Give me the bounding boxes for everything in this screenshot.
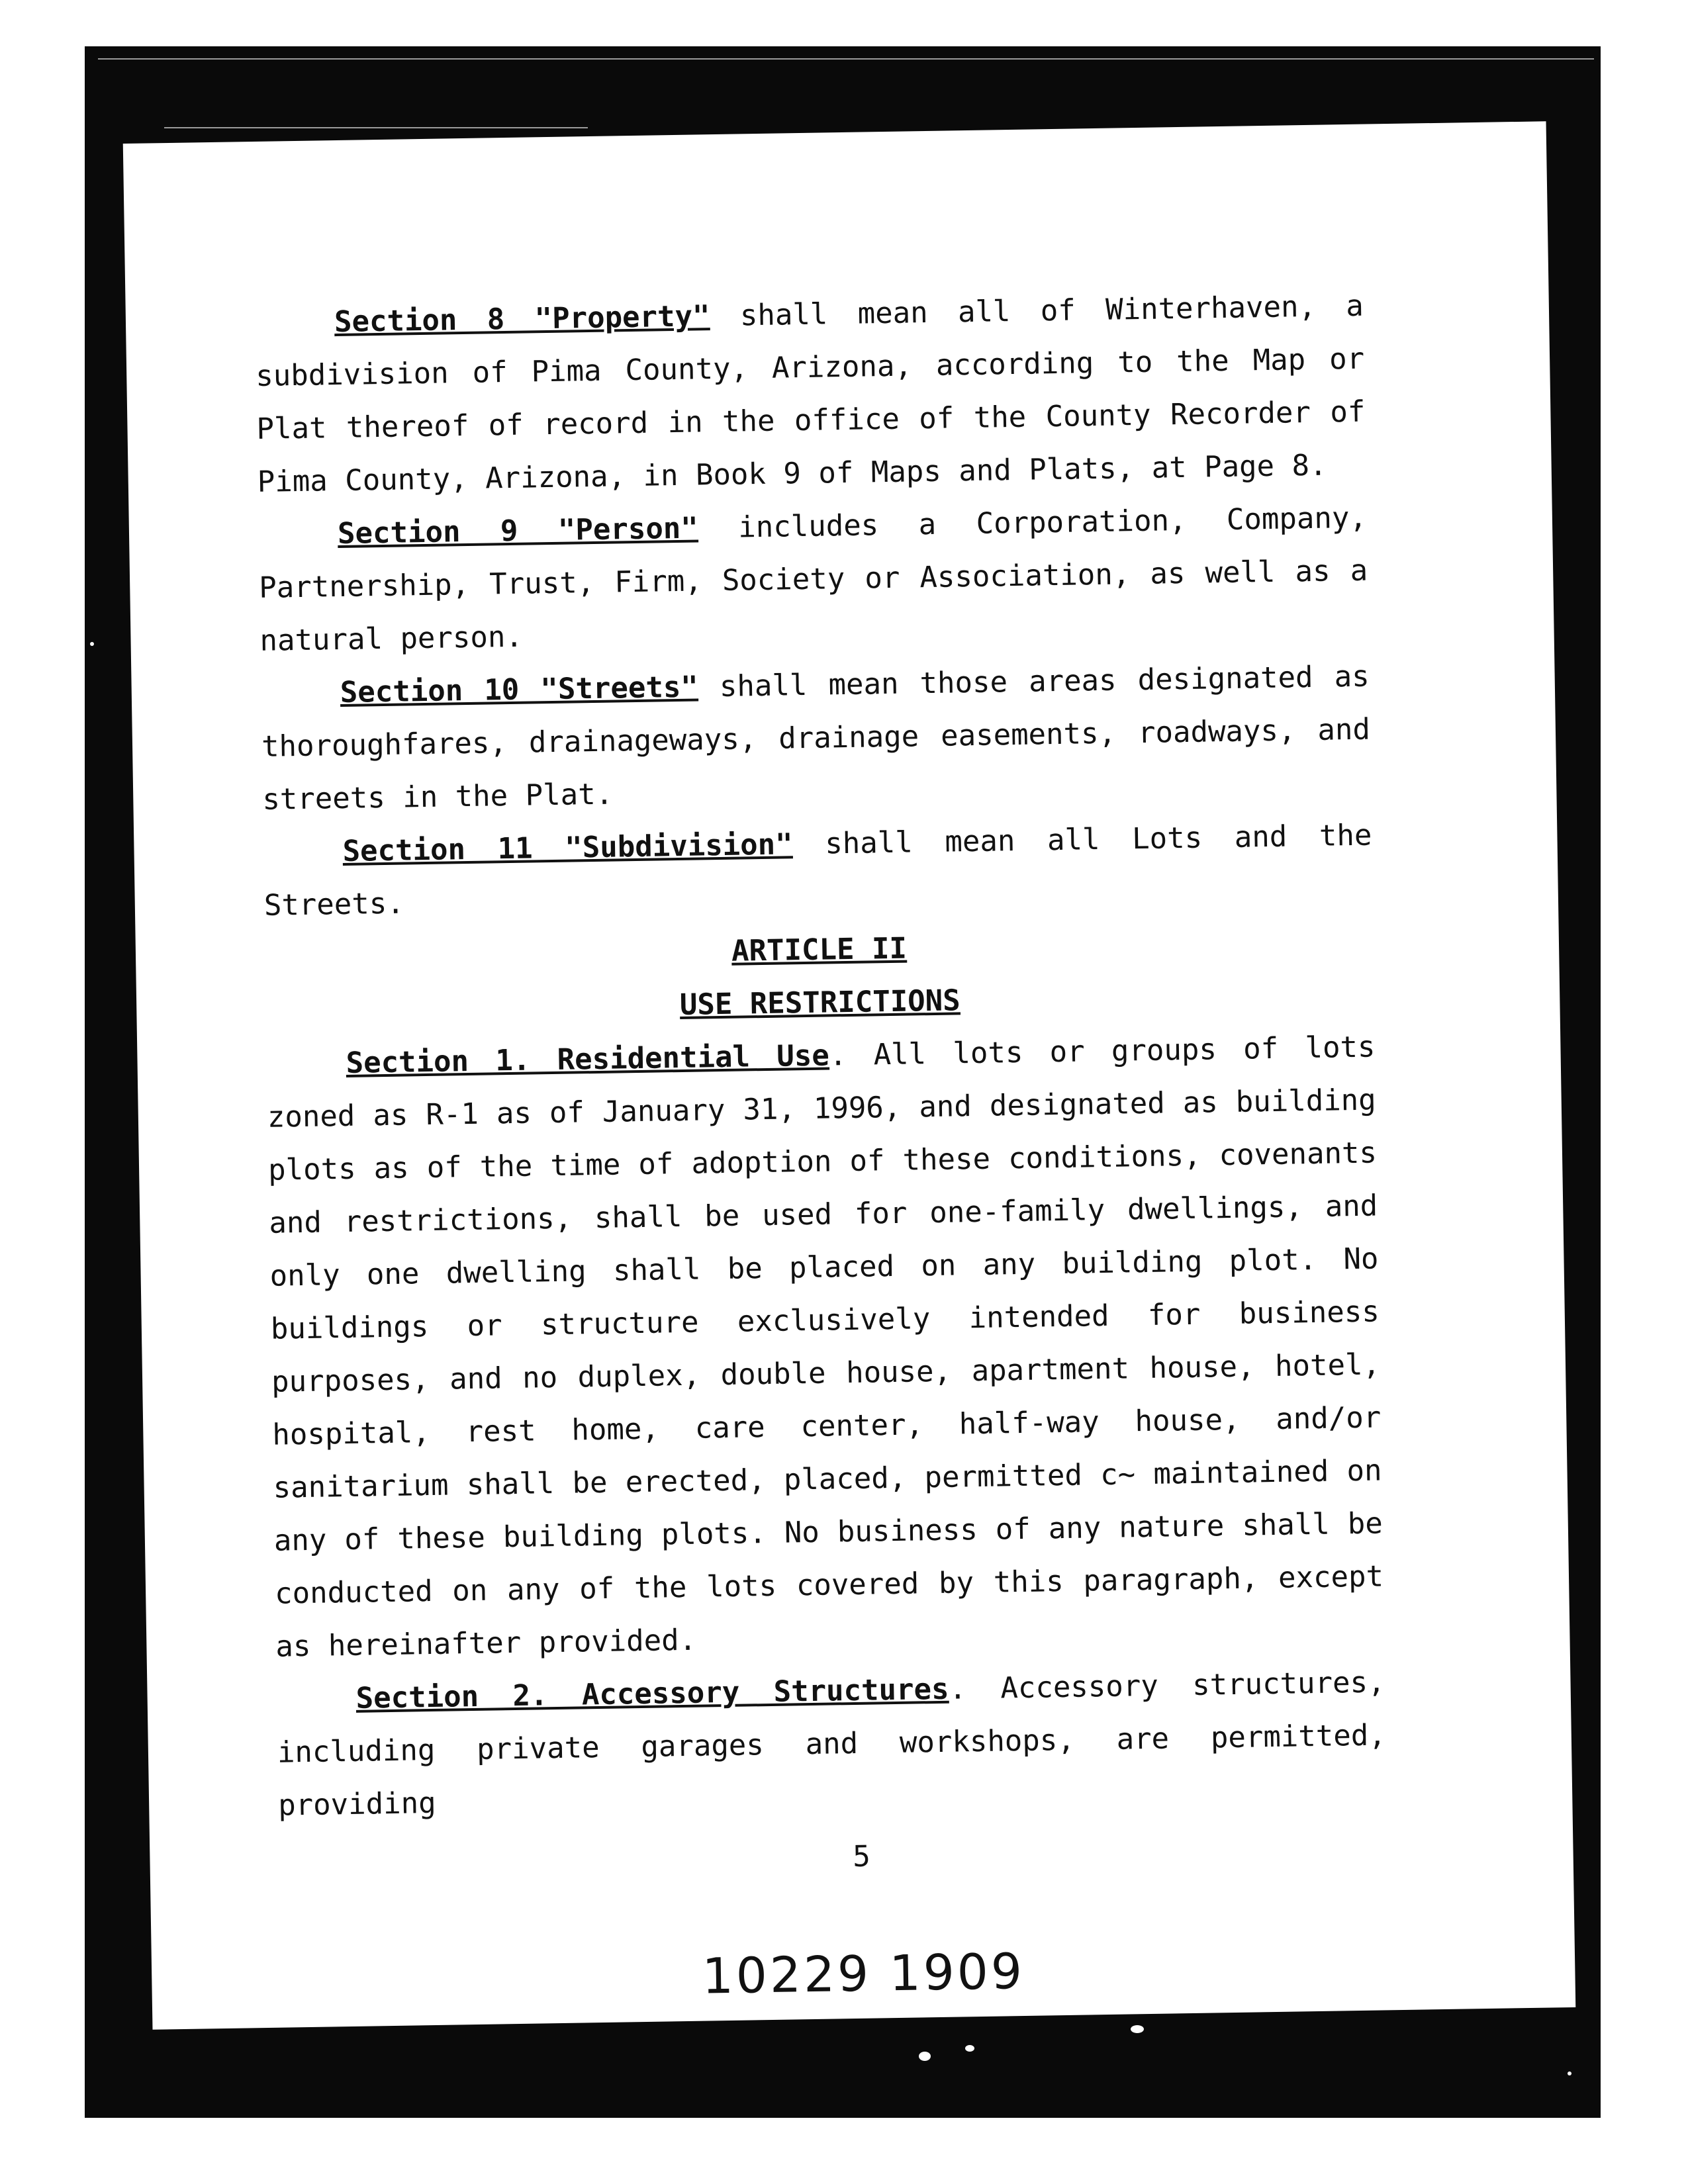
body-text (254, 280, 1387, 1833)
definition-paragraph (254, 280, 1366, 509)
section-paragraph (276, 1656, 1387, 1832)
section-heading: Section 9 "Person" (337, 511, 699, 551)
section-paragraph (266, 1021, 1385, 1674)
definition-paragraph (260, 651, 1372, 827)
section-heading: Section 8 "Property" (334, 299, 710, 340)
frame-mark (164, 127, 588, 128)
section-text: . Accessory structures, including private garages and workshops, are permitted, providing (277, 1665, 1387, 1823)
section-heading: Section 10 "Streets" (340, 670, 699, 710)
document-page (123, 121, 1576, 2029)
section-heading: Section 1. Residential Use (346, 1038, 830, 1080)
section-text: includes a Corporation, Company, Partnership, Trust, Firm, Society or Association, as well as a natural person. (258, 500, 1368, 658)
article-title: USE RESTRICTIONS (679, 983, 961, 1023)
section-heading: Section 2. Accessory Structures (355, 1672, 949, 1715)
definition-paragraph (263, 809, 1373, 933)
section-text: . All lots or groups of lots zoned as R-1 as of January 31, 1996, and designated as building plots as of the time of adoption of these conditions, covenants and restrictions, shall be used for one-family dwellings, and only one dwelling shall be placed on any building plot. No buildings or structure exclusively intended for business purposes, and no duplex, double house, apartment house, hotel, hospital, rest home, care center, half-way house, and/or sanitarium shall be erected, placed, permitted c~ maintained on any of these building plots. No business of any nature shall be conducted on any of the lots covered by this paragraph, except as hereinafter provided. (267, 1030, 1384, 1664)
section-heading: Section 11 "Subdivision" (342, 827, 794, 868)
section-text: shall mean all Lots and the Streets. (263, 818, 1372, 923)
section-text: shall mean those areas designated as thoroughfares, drainageways, drainage easements, roadways, and streets in the Plat. (261, 659, 1371, 817)
document-number: 10229 1909 (702, 1943, 1025, 2005)
article-number: ARTICLE II (731, 931, 908, 968)
definition-paragraph (258, 492, 1369, 668)
speck (90, 642, 94, 646)
page-number: 5 (852, 1839, 871, 1874)
speck (1568, 2071, 1571, 2075)
speck (1131, 2025, 1144, 2033)
speck (919, 2052, 931, 2061)
frame-mark (98, 58, 1594, 60)
speck (965, 2045, 974, 2052)
section-text: shall mean all of Winterhaven, a subdivision of Pima County, Arizona, according to the Map or Plat thereof of record in the office of the County Recorder of Pima County, Arizona, in Book 9 of Maps and Plats, at Page 8. (255, 289, 1366, 499)
